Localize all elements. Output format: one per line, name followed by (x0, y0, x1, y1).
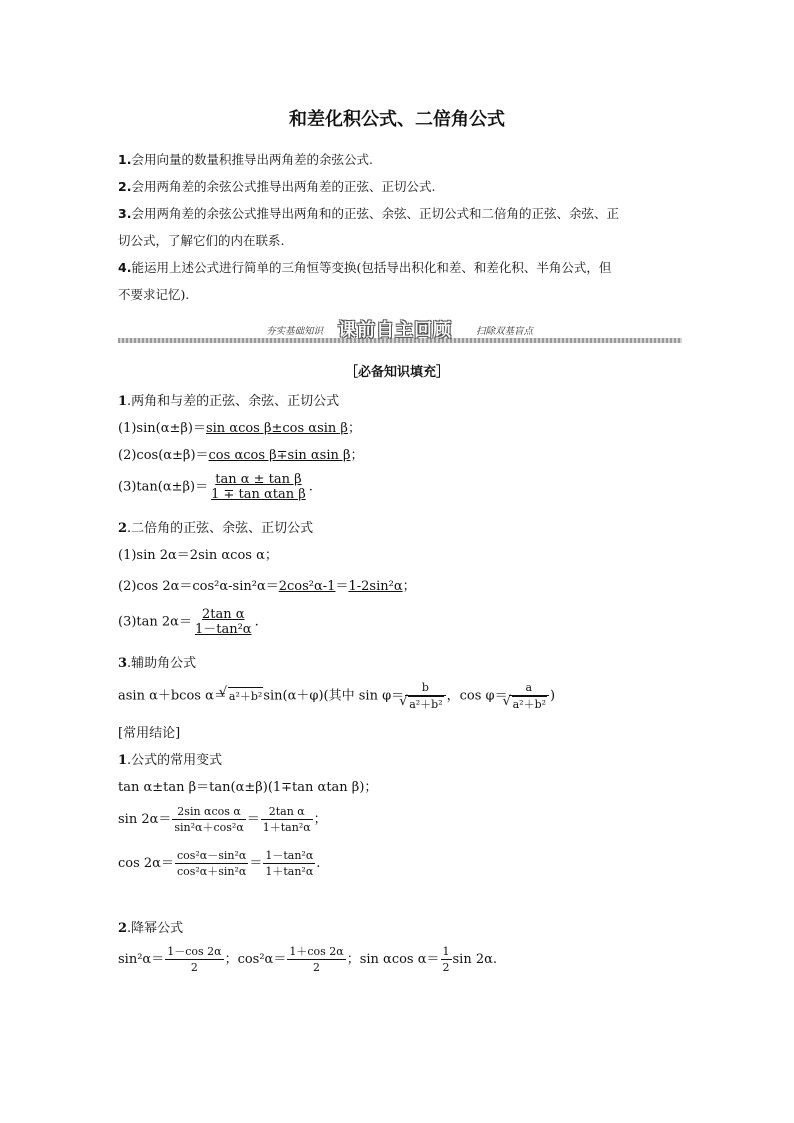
page-title: 和差化积公式、二倍角公式 (289, 109, 505, 130)
fraction: $\frac{\text{1－tan²α}}{\text{1＋tan²α}}$ (265, 849, 314, 878)
banner-left-text: 夯实基础知识 (266, 326, 324, 337)
section-banner (118, 316, 682, 346)
fraction: $\frac{\text{cos²α－sin²α}}{\text{cos²α＋sin²α}}$ (176, 849, 247, 878)
heading-1: 1.两角和与差的正弦、余弦、正切公式 (118, 394, 340, 409)
formula-power-reduction: sin²α＝ $\frac{1-\cos 2\alpha}{2}$ ；cos²α＝ $\frac{1+\cos 2\alpha}{2}$ ；sin αcos α＝ $\frac{1}{2}$ sin 2α. (118, 945, 498, 974)
formula-tan-sum: (3)tan(α±β)＝ $\frac{\text{tan α ± tan β}}{\text{1 ∓ tan αtan β}}$ . (118, 472, 313, 502)
banner-right-text: 扫除双基盲点 (476, 326, 534, 337)
fraction: $\frac{\text{2sin αcos α}}{\text{sin²α＋cos²α}}$ (174, 805, 244, 834)
fraction: $\frac{\text{2tan α}}{\text{1－tan²α}}$ (194, 607, 252, 637)
objective-4-cont: 不要求记忆). (118, 287, 190, 302)
formula-cos-double-variant: cos 2α＝ $\frac{\text{cos²α－sin²α}}{\text{cos²α＋sin²α}}$ ＝ $\frac{\text{1－tan²α}}{\text{1＋tan²α}}$ . (118, 849, 321, 878)
objective-2: 2.会用两角差的余弦公式推导出两角差的正弦、正切公式. (118, 179, 436, 194)
heading-3: 3.辅助角公式 (118, 656, 197, 671)
fraction: $\frac{\text{2tan α}}{\text{1＋tan²α}}$ (262, 805, 311, 834)
formula-auxiliary-angle: asin α＋bcos α＝√ a²＋b²sin(α＋φ)(其中 sin φ＝ b √ a²＋b² ，cos φ＝ a √ a²＋b² ) (118, 680, 555, 712)
objective-3: 3.会用两角差的余弦公式推导出两角和的正弦、余弦、正切公式和二倍角的正弦、余弦、正 (118, 206, 619, 221)
formula-sin-double-variant: sin 2α＝ $\frac{\text{2sin αcos α}}{\text{sin²α＋cos²α}}$ ＝ $\frac{\text{2tan α}}{\text{1＋tan²α}}$ ； (118, 805, 327, 834)
objective-3-cont: 切公式，了解它们的内在联系. (118, 233, 285, 248)
formula-cos-sum: (2)cos(α±β)＝cos αcos β∓sin αsin β； (118, 448, 364, 463)
formula-sin-sum: (1)sin(α±β)＝sin αcos β±cos αsin β； (118, 421, 361, 436)
formula-sin-double: (1)sin 2α＝2sin αcos α； (118, 548, 278, 563)
heading-5: 2.降幂公式 (118, 921, 184, 936)
fraction: $\frac{1-\cos 2\alpha}{2}$ (167, 945, 222, 974)
heading-2: 2.二倍角的正弦、余弦、正切公式 (118, 521, 314, 536)
objective-1: 1.会用向量的数量积推导出两角差的余弦公式. (118, 152, 373, 167)
formula-tan-variant: tan α±tan β＝tan(α±β)(1∓tan αtan β)； (118, 780, 378, 795)
heading-4: 1.公式的常用变式 (118, 753, 223, 768)
common-conclusions-heading: [常用结论] (118, 726, 181, 741)
fraction: b √ a²＋b² (405, 680, 445, 712)
formula-tan-double: (3)tan 2α＝ $\frac{\text{2tan α}}{\text{1－tan²α}}$ . (118, 607, 259, 637)
formula-cos-double: (2)cos 2α＝cos²α-sin²α＝2cos²α-1＝1-2sin²α； (118, 579, 416, 594)
objective-4: 4.能运用上述公式进行简单的三角恒等变换(包括导出积化和差、和差化积、半角公式，但 (118, 260, 612, 275)
section-title: ［必备知识填充］ (344, 365, 449, 380)
fraction: $\frac{1+\cos 2\alpha}{2}$ (289, 945, 344, 974)
fraction: $\frac{1}{2}$ (442, 945, 450, 974)
fraction: a √ a²＋b² (509, 680, 549, 712)
banner-main-text: 课前自主回顾 (338, 320, 452, 341)
fraction: $\frac{\text{tan α ± tan β}}{\text{1 ∓ tan αtan β}}$ (211, 472, 306, 502)
